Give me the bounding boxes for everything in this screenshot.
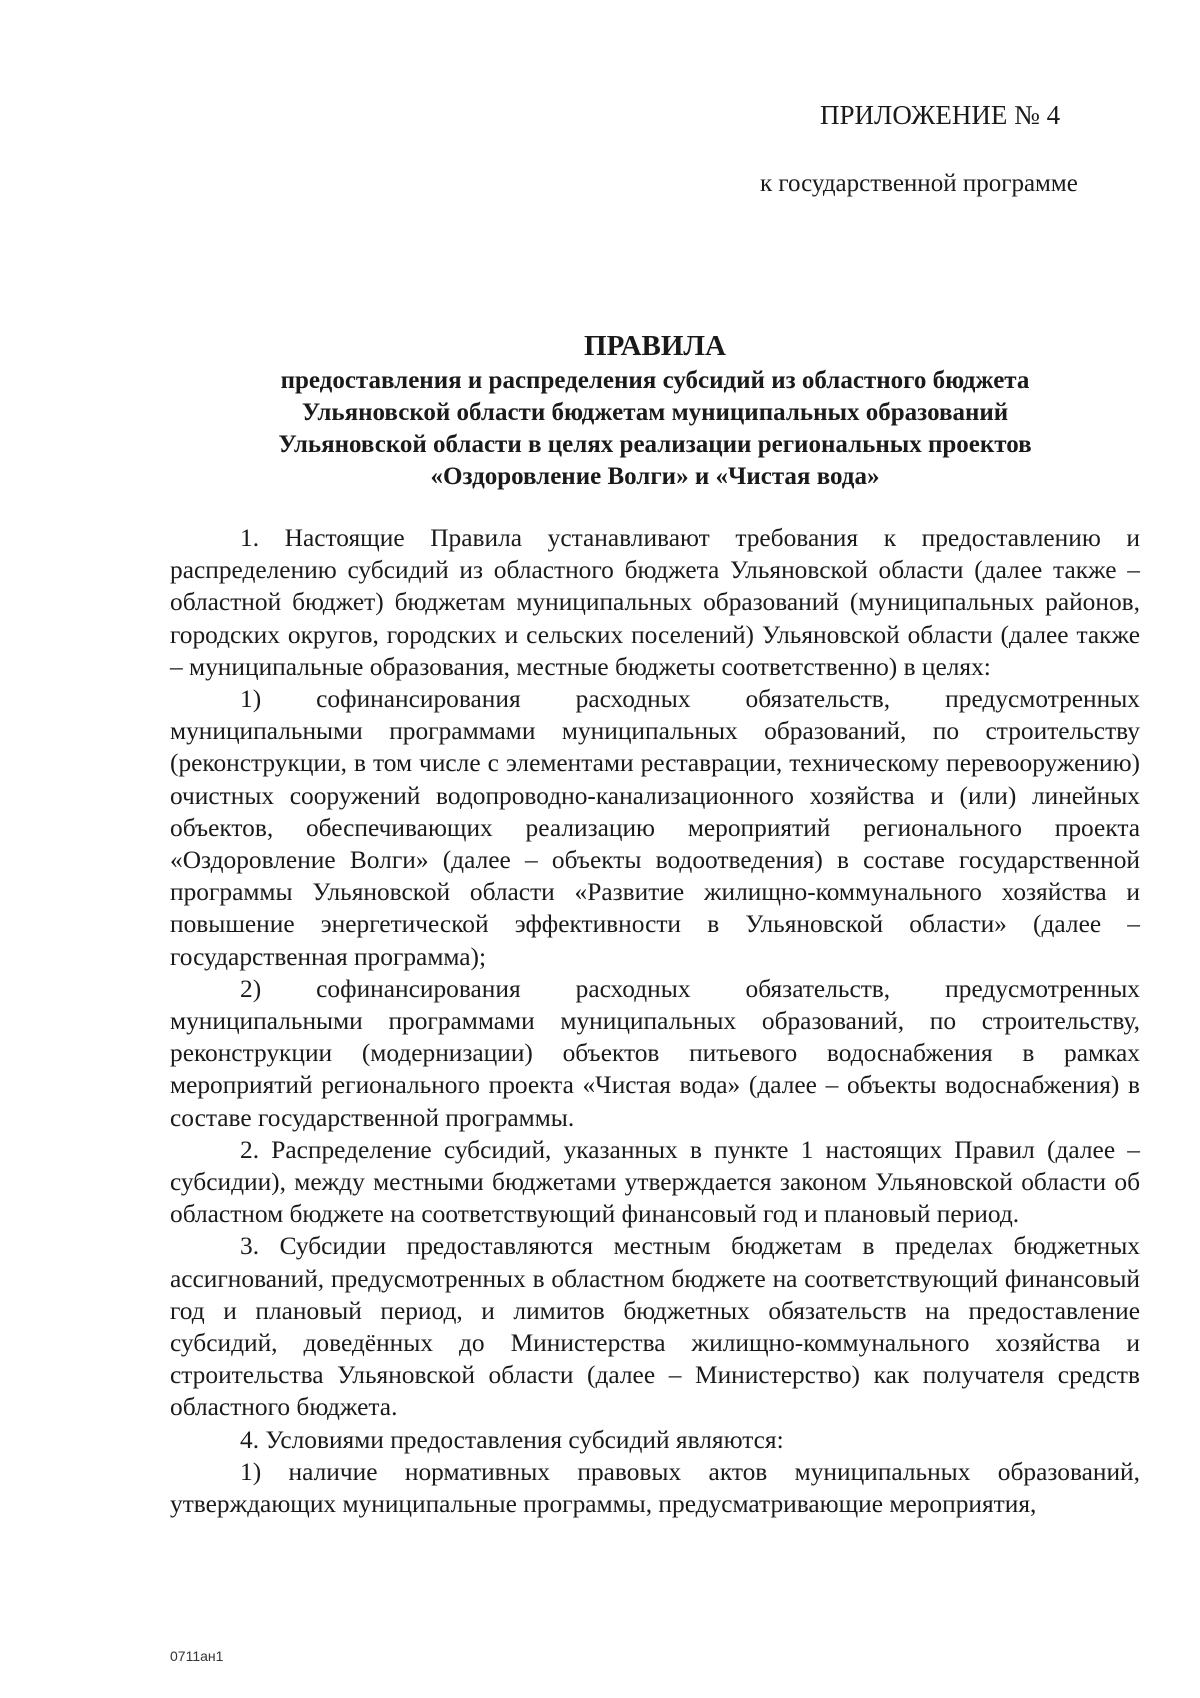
document-code: 0711ан1 — [170, 1648, 224, 1664]
appendix-subtitle: к государственной программе — [760, 170, 1078, 197]
rules-heading: ПРАВИЛА — [584, 330, 726, 362]
appendix-title: ПРИЛОЖЕНИЕ № 4 — [820, 100, 1061, 130]
subheading-line: «Оздоровление Волги» и «Чистая вода» — [430, 463, 880, 490]
subheading-line: Ульяновской области бюджетам муниципальных образований — [301, 399, 1009, 426]
paragraph-1-item-2: 2) софинансирования расходных обязательств, предусмотренных муниципальными программами муниципальных образований, по строительству, реконструкции (модернизации) объектов питьевого водоснабжения в рамках мероприятий регионального проекта «Чистая вода» (далее – объекты водоснабжения) в составе государственной программы. — [170, 974, 1140, 1132]
rules-subheading — [170, 365, 1140, 493]
paragraph-4: 4. Условиями предоставления субсидий являются: — [240, 1425, 784, 1454]
paragraph-1-item-1: 1) софинансирования расходных обязательств, предусмотренных муниципальными программами муниципальных образований, по строительству (реконструкции, в том числе с элементами реставрации, техническому перевооружению) очистных сооружений водопроводно-канализационного хозяйства и (или) линейных объектов, обеспечивающих реализацию мероприятий регионального проекта «Оздоровление Волги» (далее – объекты водоотведения) в составе государственной программы Ульяновской области «Развитие жилищно-коммунального хозяйства и повышение энергетической эффективности в Ульяновской области» (далее – государственная программа); — [170, 685, 1140, 971]
paragraph-4-item-1: 1) наличие нормативных правовых актов муниципальных образований, утверждающих муниципальные программы, предусматривающие мероприятия, — [170, 1457, 1140, 1519]
document-body — [170, 522, 1140, 1520]
subheading-line: предоставления и распределения субсидий из областного бюджета — [280, 367, 1030, 394]
subheading-line: Ульяновской области в целях реализации региональных проектов — [278, 431, 1032, 458]
paragraph-1: 1. Настоящие Правила устанавливают требования к предоставлению и распределению субсидий из областного бюджета Ульяновской области (далее также – областной бюджет) бюджетам муниципальных образований (муниципальных районов, городских округов, городских и сельских поселений) Ульяновской области (далее также – муниципальные образования, местные бюджеты соответственно) в целях: — [170, 524, 1140, 681]
paragraph-2: 2. Распределение субсидий, указанных в пункте 1 настоящих Правил (далее – субсидии), между местными бюджетами утверждается законом Ульяновской области об областном бюджете на соответствующий финансовый год и плановый период. — [170, 1135, 1140, 1229]
paragraph-3: 3. Субсидии предоставляются местным бюджетам в пределах бюджетных ассигнований, предусмотренных в областном бюджете на соответствующий финансовый год и плановый период, и лимитов бюджетных обязательств на предоставление субсидий, доведённых до Министерства жилищно-коммунального хозяйства и строительства Ульяновской области (далее – Министерство) как получателя средств областного бюджета. — [170, 1232, 1140, 1422]
